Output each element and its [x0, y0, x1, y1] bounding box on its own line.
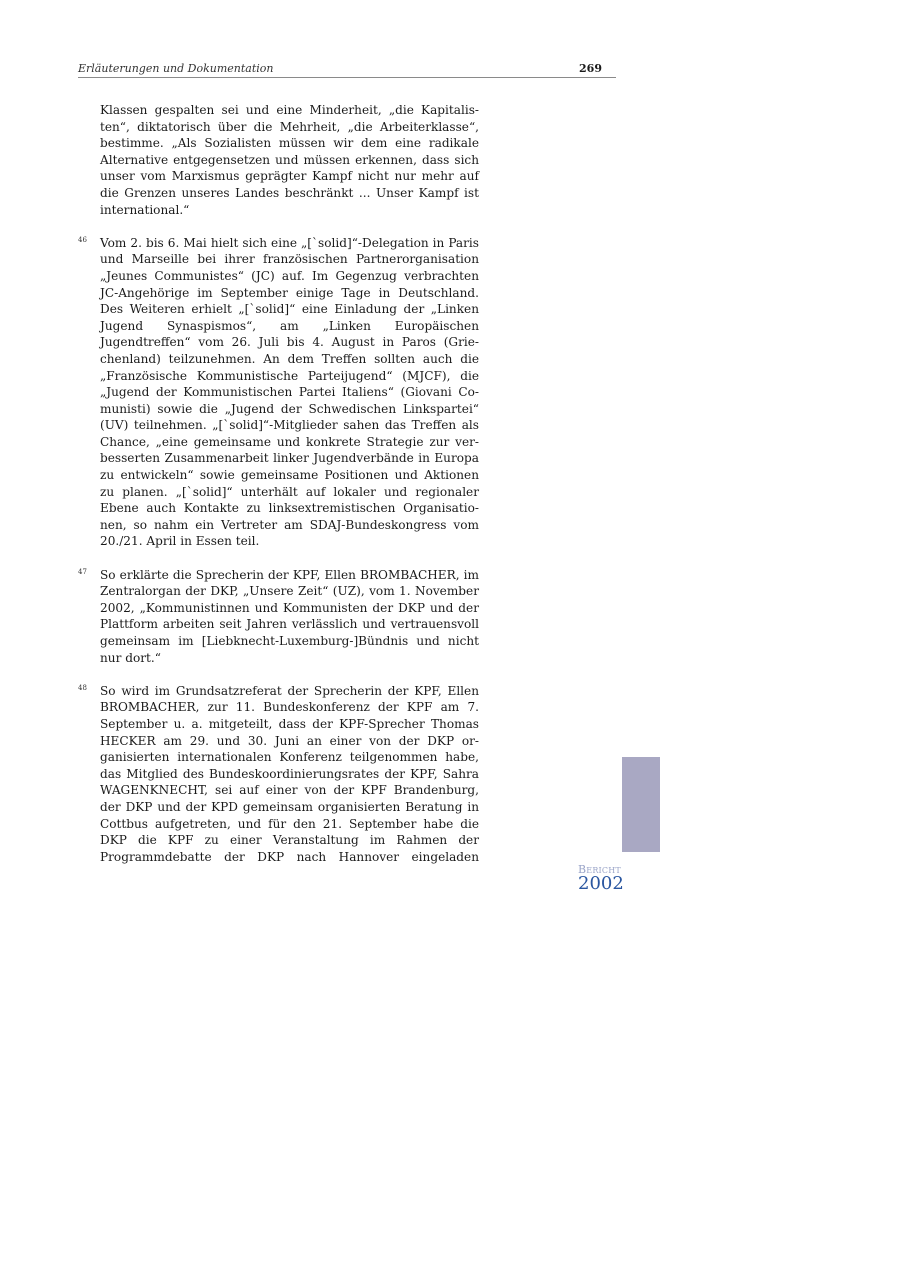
- bericht-logo: [578, 864, 638, 893]
- header-title: Erläuterungen und Dokumentation: [78, 62, 274, 75]
- footnote-number: 47: [78, 567, 87, 576]
- footnote-46: [78, 235, 479, 550]
- footnote-body: [78, 102, 479, 882]
- logo-year: 2002: [578, 873, 624, 894]
- footnote-text: So erklärte die Sprecherin der KPF, Ellen BROMBACHER, im Zentralorgan der DKP, „Unsere Zeit“ (UZ), vom 1. November 2002, „Kommunistinnen und Kommunisten der DKP und der Plattform arbeiten seit Jahren verlässlich und vertrauensvoll gemeinsam im [Liebknecht-Luxemburg-]Bündnis und nicht nur dort.“: [100, 567, 479, 665]
- footnote-48: [78, 683, 479, 866]
- footnote-47: [78, 567, 479, 667]
- footnote-text: Vom 2. bis 6. Mai hielt sich eine „[`solid]“-Delegation in Paris und Marseille bei ihrer französischen Partnerorganisation „Jeunes Communistes“ (JC) auf. Im Gegenzug verbrachten JC-Angehörige im September einige Tage in Deutschland. Des Weiteren erhielt „[`solid]“ eine Einladung der „Linken Jugend Synaspismos“, am „Linken Europäischen Jugendtreffen“ vom 26. Juli bis 4. August in Paros (Griechenland) teilzunehmen. An dem Treffen sollten auch die „Französische Kommunistische Parteijugend“ (MJCF), die „Jugend der Kommunistischen Partei Italiens“ (Giovani Comunisti) sowie die „Jugend der Schwedischen Linkspartei“ (UV) teilnehmen. „[`solid]“-Mitglieder sahen das Treffen als Chance, „eine gemeinsame und konkrete Strategie zur verbesserten Zusammenarbeit linker Jugendverbände in Europa zu entwickeln“ sowie gemeinsame Positionen und Aktionen zu planen. „[`solid]“ unterhält auf lokaler und regionaler Ebene auch Kontakte zu linksextremistischen Organisationen, so nahm ein Vertreter am SDAJ-Bundeskongress vom 20./21. April in Essen teil.: [100, 235, 479, 549]
- footnote-text: So wird im Grundsatzreferat der Sprecherin der KPF, Ellen BROMBACHER, zur 11. Bundeskonferenz der KPF am 7. September u. a. mitgeteilt, dass der KPF-Sprecher Thomas HECKER am 29. und 30. Juni an einer von der DKP organisierten internationalen Konferenz teilgenommen habe, das Mitglied des Bundeskoordinierungsrates der KPF, Sahra WAGENKNECHT, sei auf einer von der KPF Brandenburg, der DKP und der KPD gemeinsam organisierten Beratung in Cottbus aufgetreten, und für den 21. September habe die DKP die KPF zu einer Veranstaltung im Rahmen der Programmdebatte der DKP nach Hannover eingeladen: [100, 683, 479, 864]
- page-number: 269: [579, 62, 602, 75]
- footnote-number: 48: [78, 683, 87, 692]
- running-header: [78, 62, 616, 78]
- footnote-number: 46: [78, 235, 87, 244]
- side-color-bar: [622, 757, 660, 852]
- logo-word: Bericht: [578, 863, 621, 876]
- intro-paragraph: Klassen gespalten sei und eine Minderheit, „die Kapitalisten“, diktatorisch über die Mehrheit, „die Arbeiterklasse“, bestimme. „Als Sozialisten müssen wir dem eine radikale Alternative entgegensetzen und müssen erkennen, dass sich unser vom Marxismus geprägter Kampf nicht nur mehr auf die Grenzen unseres Landes beschränkt ... Unser Kampf ist international.“: [100, 103, 479, 217]
